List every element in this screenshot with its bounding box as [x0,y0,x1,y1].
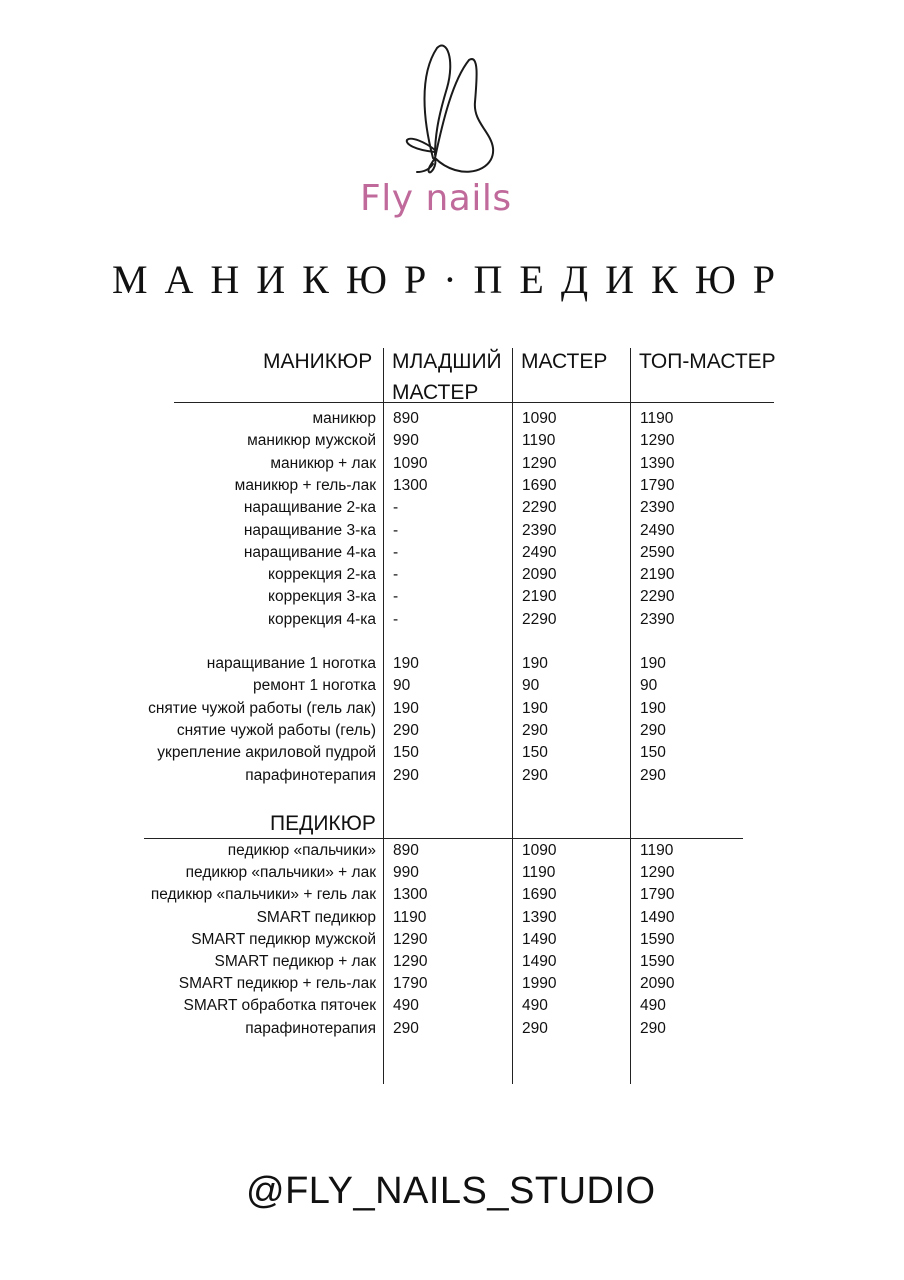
service-name: укрепление акриловой пудрой [157,744,376,762]
junior-master-price: 490 [393,997,419,1015]
price-row [0,586,904,608]
top-master-price: 290 [640,1019,666,1037]
master-price: 1190 [522,432,556,450]
junior-master-price: 290 [393,1019,419,1037]
junior-master-price: 290 [393,721,419,739]
junior-master-price: - [393,499,399,517]
service-name: SMART педикюр мужской [191,930,376,948]
junior-master-header [392,346,502,408]
top-master-price: 1190 [640,842,674,859]
master-header: МАСТЕР [521,350,608,373]
top-master-price: 1490 [640,908,675,926]
master-price: 1690 [522,476,557,494]
top-master-price: 1790 [640,476,675,494]
price-row [0,884,904,906]
master-price: 1090 [522,842,557,859]
price-row [0,1018,904,1040]
price-row [0,653,904,675]
top-master-price: 290 [640,766,666,784]
price-row [0,430,904,452]
price-row [0,742,904,764]
top-master-header: ТОП-МАСТЕР [639,350,776,373]
junior-master-price: 290 [393,766,419,784]
master-price: 290 [522,766,548,784]
service-name: SMART обработка пяточек [183,997,376,1015]
master-price: 2290 [522,610,557,628]
service-name: коррекция 3-ка [268,588,376,606]
service-name: SMART педикюр + лак [214,953,376,970]
top-master-price: 2190 [640,566,675,584]
top-master-price: 2390 [640,610,675,628]
master-price: 1690 [522,886,557,904]
junior-master-price: - [393,566,399,584]
master-price: 1390 [522,908,557,926]
price-row [0,453,904,475]
top-master-price: 150 [640,744,666,762]
junior-master-price: 1300 [393,886,428,904]
service-name: педикюр «пальчики» + лак [185,864,376,882]
junior-master-price: - [393,543,399,561]
master-price: 2390 [522,521,557,539]
price-row [0,408,904,430]
price-row [0,907,904,929]
master-price: 190 [522,699,548,717]
page-title: МАНИКЮР·ПЕДИКЮР [111,257,793,302]
master-price: 2490 [522,543,557,561]
service-name: коррекция 4-ка [268,610,376,628]
master-price: 2090 [522,566,557,584]
junior-master-price: 1290 [393,953,428,970]
manicure-section-header: МАНИКЮР [263,350,373,373]
top-master-price: 2290 [640,588,675,606]
master-price: 1490 [522,953,557,970]
service-name: педикюр «пальчики» + гель лак [150,886,376,904]
price-row [0,675,904,697]
service-name: ремонт 1 ноготка [252,677,376,695]
service-name: наращивание 4-ка [243,543,376,561]
service-name: маникюр + лак [270,454,376,472]
master-price: 1490 [522,930,557,948]
price-row [0,765,904,787]
junior-header-line1: МЛАДШИЙ [392,350,502,373]
service-name: наращивание 3-ка [243,521,376,539]
top-master-price: 1590 [640,930,675,948]
top-master-price: 90 [640,677,658,695]
junior-master-price: 190 [393,655,419,672]
service-name: парафинотерапия [245,766,376,784]
junior-master-price: 990 [393,864,419,882]
junior-master-price: 990 [393,432,419,450]
price-row [0,698,904,720]
master-price: 1290 [522,454,557,472]
service-name: наращивание 2-ка [243,499,376,517]
top-master-price: 1790 [640,886,675,904]
price-row [0,497,904,519]
master-price: 290 [522,1019,548,1037]
top-master-price: 2590 [640,543,675,561]
price-row [0,475,904,497]
price-row [0,564,904,586]
top-master-price: 2090 [640,975,675,993]
master-price: 490 [522,997,548,1015]
service-name: снятие чужой работы (гель лак) [148,699,376,717]
junior-header-line2: МАСТЕР [392,381,479,404]
instagram-handle: @FLY_NAILS_STUDIO [246,1170,656,1212]
top-master-price: 1390 [640,454,675,472]
top-master-price: 2390 [640,499,675,517]
master-price: 2190 [522,588,557,606]
junior-master-price: - [393,588,399,606]
pedicure-rule [144,838,743,839]
junior-master-price: 890 [393,410,419,427]
price-row [0,520,904,542]
top-master-price: 1290 [640,864,675,882]
junior-master-price: 190 [393,699,419,717]
service-name: снятие чужой работы (гель) [176,721,376,739]
pedicure-section-header: ПЕДИКЮР [270,812,376,835]
master-price: 2290 [522,499,557,517]
brand-name: Fly nails [360,178,512,219]
service-name: SMART педикюр [256,908,376,926]
junior-master-price: 1190 [393,908,427,926]
master-price: 190 [522,655,548,672]
service-name: SMART педикюр + гель-лак [178,975,376,993]
price-row [0,862,904,884]
top-master-price: 1590 [640,953,675,970]
master-price: 1990 [522,975,557,993]
top-master-price: 290 [640,721,666,739]
price-row [0,542,904,564]
top-master-price: 2490 [640,521,675,539]
top-master-price: 1290 [640,432,675,450]
service-name: наращивание 1 ноготка [206,655,376,672]
service-name: коррекция 2-ка [268,566,376,584]
junior-master-price: - [393,610,399,628]
service-name: педикюр «пальчики» [227,842,376,859]
junior-master-price: 1300 [393,476,428,494]
price-row [0,995,904,1017]
master-price: 1090 [522,410,557,427]
top-master-price: 190 [640,655,666,672]
master-price: 150 [522,744,548,762]
junior-master-price: 1090 [393,454,428,472]
service-name: маникюр [312,410,376,427]
service-name: маникюр мужской [247,432,376,450]
top-master-price: 1190 [640,410,674,427]
master-price: 290 [522,721,548,739]
price-row [0,720,904,742]
price-row [0,609,904,631]
price-row [0,840,904,862]
junior-master-price: 1290 [393,930,428,948]
junior-master-price: 1790 [393,975,428,993]
price-row [0,951,904,973]
service-name: маникюр + гель-лак [234,476,376,494]
junior-master-price: 90 [393,677,411,695]
price-row [0,929,904,951]
price-row [0,973,904,995]
top-master-price: 490 [640,997,666,1015]
master-price: 90 [522,677,540,695]
junior-master-price: - [393,521,399,539]
junior-master-price: 150 [393,744,419,762]
junior-master-price: 890 [393,842,419,859]
service-name: парафинотерапия [245,1019,376,1037]
master-price: 1190 [522,864,556,882]
top-master-price: 190 [640,699,666,717]
